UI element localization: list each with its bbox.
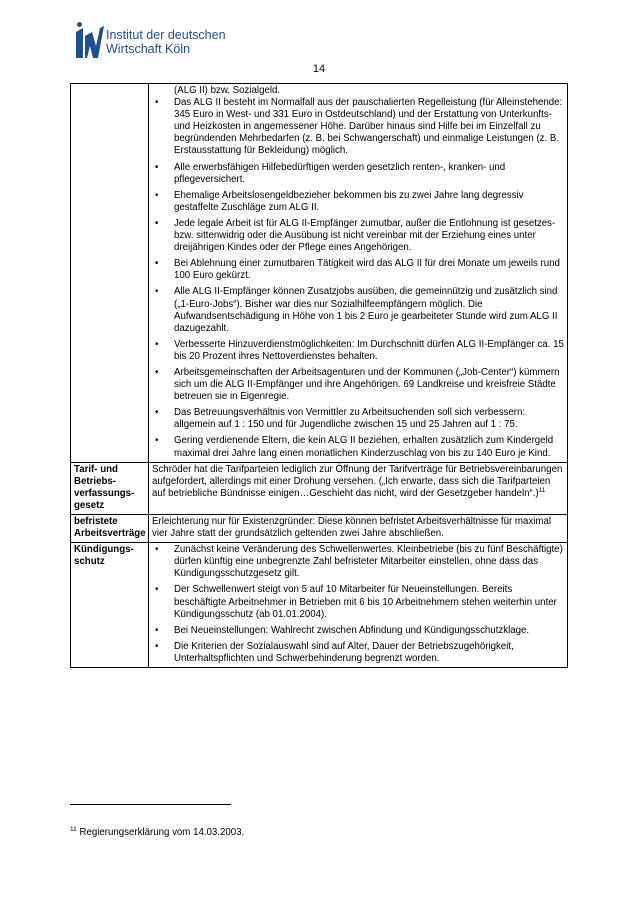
bullet-text: Jede legale Arbeit ist für ALG II-Empfänger zumutbar, außer die Entlohnung ist gesetzes- bzw. sittenwidrig oder die Ausübung ist nicht vereinbar mit der Erziehung eines unter dreijährigen Kindes oder der Pflege eines Angehörigen.	[174, 217, 556, 254]
bullet-icon: •	[155, 217, 159, 229]
bullet-item	[152, 407, 564, 431]
content-table	[70, 83, 568, 668]
bullet-icon: •	[155, 366, 159, 378]
logo-text-line1: Institut der deutschen	[106, 28, 226, 42]
bullet-text: Verbesserte Hinzuverdienstmöglichkeiten: Im Durchschnitt dürfen ALG II-Empfänger ca. 15 bis 20 Prozent ihres Nettoverdienstes behalten.	[174, 338, 564, 362]
row-label: befristete Arbeitsverträge	[71, 515, 149, 543]
bullet-text: Gering verdienende Eltern, die kein ALG II beziehen, erhalten zusätzlich zum Kindergeld maximal drei Jahre lang einen monatlichen Kinderzuschlag von bis zu 140 Euro je Kind.	[174, 435, 554, 459]
row-label	[71, 84, 149, 463]
footnote-separator	[70, 804, 231, 805]
footnote-number: 11	[70, 825, 77, 833]
bullet-item	[152, 286, 564, 334]
table-row	[71, 84, 568, 463]
logo	[74, 22, 226, 64]
bullet-text: Ehemalige Arbeitslosengeldbezieher bekommen bis zu zwei Jahre lang degressiv gestaffelte Zuschläge zum ALG II.	[174, 189, 524, 213]
bullet-text: Bei Neueinstellungen: Wahlrecht zwischen Abfindung und Kündigungsschutzklage.	[174, 624, 530, 636]
bullet-text: Alle erwerbsfähigen Hilfebedürftigen werden gesetzlich renten-, kranken- und pflegeversichert.	[174, 161, 506, 185]
footnote-ref: 11	[538, 486, 546, 494]
bullet-icon: •	[155, 286, 159, 298]
bullet-text: Arbeitsgemeinschaften der Arbeitsagenturen und der Kommunen („Job-Center“) kümmern sich um die ALG II-Empfänger und ihre Angehörigen. 69 Landkreise und kreisfreie Städte betreuen sie in Eigenregie.	[174, 366, 560, 403]
bullet-icon: •	[155, 161, 159, 173]
bullet-item	[152, 625, 564, 637]
bullet-item	[152, 339, 564, 363]
bullet-text: Die Kriterien der Sozialauswahl sind auf Alter, Dauer der Betriebszugehörigkeit, Unterhaltspflichten und Schwerbehinderung begrenzt worden.	[174, 640, 514, 664]
bullet-icon: •	[155, 97, 159, 109]
page-number: 14	[312, 63, 326, 75]
bullet-item	[152, 190, 564, 214]
bullet-text: Bei Ablehnung einer zumutbaren Tätigkeit wird das ALG II für drei Monate um jeweils rund 100 Euro gekürzt.	[174, 258, 560, 282]
bullet-text: Zunächst keine Veränderung des Schwellenwertes. Kleinbetriebe (bis zu fünf Beschäftigte) dürfen künftig eine unbegrenzte Zahl befristeter Mitarbeiter einstellen, ohne dass das Kündigungsschutzgesetz gilt.	[174, 544, 563, 580]
table-row	[71, 515, 568, 543]
bullet-text: Der Schwellenwert steigt von 5 auf 10 Mitarbeiter für Neueinstellungen. Bereits beschäftigte Arbeitnehmer in Betrieben mit 6 bis 10 Arbeitnehmern stehen weiterhin unter Kündigungsschutz (ab 01.01.2004).	[174, 584, 557, 620]
iw-logo-icon	[74, 22, 104, 60]
row-content	[149, 84, 568, 463]
row-content: Erleichterung nur für Existenzgründer: Diese können befristet Arbeitsverhältnisse für maximal vier Jahre statt der grundsätzlich geltenden zwei Jahre abschließen.	[149, 515, 568, 543]
row-text: Schröder hat die Tarifparteien lediglich zur Öffnung der Tarifverträge für Betriebsvereinbarungen aufgefordert, allerdings mit einer Drohung versehen. („Ich erwarte, dass sich die Tarifparteien auf betriebliche Bündnisse einigen…Geschieht das nicht, wird der Gesetzgeber handeln“.)	[152, 463, 563, 499]
bullet-item	[152, 97, 564, 157]
table-row	[71, 543, 568, 668]
table-row	[71, 462, 568, 514]
bullet-item	[152, 367, 564, 403]
bullet-list	[152, 97, 564, 460]
row-label: Tarif- und Betriebs-verfassungs-gesetz	[71, 462, 149, 514]
bullet-item	[152, 162, 564, 186]
bullet-icon: •	[155, 258, 159, 270]
bullet-item	[152, 218, 564, 254]
bullet-icon: •	[155, 544, 159, 556]
bullet-icon: •	[155, 584, 159, 596]
bullet-item	[152, 435, 564, 459]
bullet-icon: •	[155, 624, 159, 636]
bullet-item	[152, 641, 564, 665]
bullet-icon: •	[155, 435, 159, 447]
row-content	[149, 462, 568, 514]
bullet-icon: •	[155, 640, 159, 652]
bullet-item	[152, 258, 564, 282]
bullet-list	[152, 544, 564, 665]
bullet-item	[152, 544, 564, 580]
bullet-text: Das ALG II besteht im Normalfall aus der pauschalierten Regelleistung (für Alleinstehende: 345 Euro in West- und 331 Euro in Ostdeutschland) und der Erstattung von Unterkunfts- und Heizkosten in angemessener Höhe. Darüber hinaus sind Hilfe bei im Einzelfall zu begründenden Mehrbedarfen (z. B. bei Schwangerschaft) und einmalige Leistungen (z. B. Erstausstattung für Bekleidung) möglich.	[174, 97, 563, 157]
row-label: Kündigungs-schutz	[71, 543, 149, 668]
footnote	[70, 827, 244, 838]
logo-text-line2: Wirtschaft Köln	[106, 42, 191, 56]
bullet-icon: •	[155, 189, 159, 201]
row-intro: (ALG II) bzw. Sozialgeld.	[174, 85, 281, 96]
row-content	[149, 543, 568, 668]
bullet-icon: •	[155, 338, 159, 350]
bullet-text: Das Betreuungsverhältnis von Vermittler zu Arbeitsuchenden soll sich verbessern: allgemein auf 1 : 150 und für Jugendliche zwischen 15 und 25 Jahren auf 1 : 75.	[174, 407, 526, 431]
bullet-icon: •	[155, 407, 159, 419]
bullet-text: Alle ALG II-Empfänger können Zusatzjobs ausüben, die gemeinnützig und zusätzlich sind („1-Euro-Jobs“). Bisher war dies nur Sozialhilfeempfängern möglich. Die Aufwandsentschädigung in Höhe von 1 bis 2 Euro je gearbeiteter Stunde wird zum ALG II dazugezahlt.	[174, 286, 558, 334]
bullet-item	[152, 584, 564, 620]
footnote-text: Regierungserklärung vom 14.03.2003.	[79, 827, 245, 838]
